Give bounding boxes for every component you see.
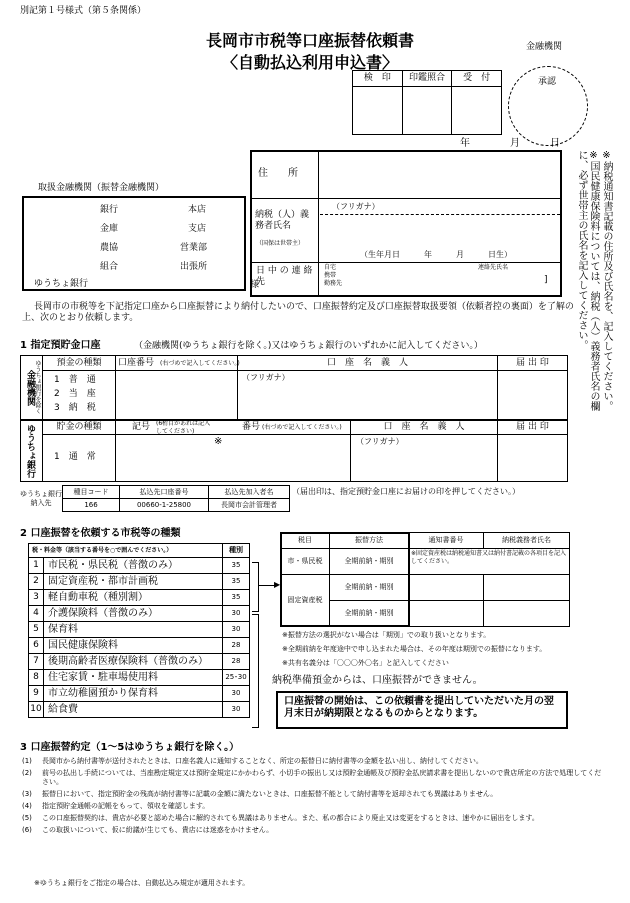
section3-title: 3 口座振替約定（1～5はゆうちょ銀行を除く。） [20, 742, 240, 753]
kome-mark: ※ [214, 436, 223, 447]
tax-item-name: 後期高齢者医療保険料（普徴のみ） [44, 654, 223, 670]
birthdate-label: （生年月日 年 月 日生） [360, 250, 512, 259]
agreement-item-text: 長岡市から納付書等が送付されたときは、口座名義人に通知することなく、所定の振替日に納付書等の金額を払い出し、納付してください。 [42, 757, 483, 765]
check-table [352, 70, 502, 135]
tax-item-kind: 28 [223, 638, 250, 654]
agreement-item [22, 826, 602, 835]
tax-item-name: 介護保険料（普徴のみ） [44, 606, 223, 622]
tax-item-number[interactable]: 8 [29, 670, 44, 686]
tax-item-name: 保育料 [44, 622, 223, 638]
payee-col-code: 種目コード [63, 486, 120, 499]
account-number-header: 口座番号 [118, 358, 155, 368]
agreement-footer: ※ゆうちょ銀行をご指定の場合は、自動払込み規定が適用されます。 [34, 879, 250, 887]
reserve-note: 納税準備預金からは、口座振替ができません。 [272, 675, 483, 686]
notice-number-field[interactable] [409, 575, 484, 601]
agreement-item-number: (1) [22, 757, 32, 765]
account-number-field[interactable] [116, 371, 236, 418]
address-label: 住 所 [258, 168, 298, 179]
number-field[interactable] [240, 436, 350, 480]
bank-use-label: 金融機関 [526, 42, 563, 52]
contact-type-work: 勤務先 [324, 280, 343, 287]
contact-phone-field[interactable] [352, 266, 472, 294]
method-note: ※固定資産税は納税通知書又は納付書記載の各項目を記入してください。 [409, 549, 570, 575]
method-table [280, 532, 570, 627]
yucho-holder-header: 口 座 名 義 人 [383, 422, 465, 432]
agreement-list [22, 757, 602, 838]
agreement-item-number: (5) [22, 814, 32, 822]
tax-item-name: 給食費 [44, 702, 223, 718]
payee-label: ゆうちょ銀行納入先 [20, 489, 62, 507]
tax-item-kind: 30 [223, 702, 250, 718]
method-option-city[interactable]: 全期前納・期別 [330, 549, 409, 575]
section1-title: 1 指定預貯金口座 [20, 340, 101, 351]
holder-furigana: （フリガナ） [242, 373, 290, 382]
contact-types [324, 264, 350, 288]
bank-type-union: 組合 [100, 262, 119, 272]
contact-name-label: 連絡先氏名 [478, 264, 509, 271]
tax-item-name: 市立幼稚園預かり保育料 [44, 686, 223, 702]
agreement-item-text: この取扱いについて、仮に紛議が生じても、貴店には迷惑をかけません。 [42, 826, 274, 834]
method-col-taxpayer: 納税義務者氏名 [484, 533, 570, 549]
address-field[interactable] [320, 152, 560, 197]
savings-type-header: 貯金の種類 [56, 422, 102, 432]
yucho-side-label: ゆうちょ銀行 [25, 424, 35, 478]
bank-type-shinkin: 金庫 [100, 224, 119, 234]
seal-header: 届 出 印 [516, 358, 549, 368]
deposit-option-tax[interactable]: 3 納 税 [54, 403, 96, 413]
tax-item-row[interactable] [29, 574, 250, 590]
method-note-3: ※共有名義分は「〇〇〇外〇名」と記入してください [282, 659, 449, 667]
tax-item-row[interactable] [29, 606, 250, 622]
tax-item-number[interactable]: 10 [29, 702, 44, 718]
taxpayer-name-label: 納税（人）義務者氏名 [255, 210, 310, 231]
form-number: 別記第１号様式（第５条関係） [20, 6, 147, 16]
bank-box[interactable] [22, 196, 246, 291]
start-notice-box: 口座振替の開始は、この依頼書を提出していただいた月の翌月末日が納期限となるものからとなります。 [276, 691, 568, 729]
method-option-fixed-1[interactable]: 全期前納・期別 [330, 575, 409, 601]
method-tax-city: 市・県民税 [281, 549, 330, 575]
tax-item-row[interactable] [29, 670, 250, 686]
tax-item-name: 軽自動車税（種別割） [44, 590, 223, 606]
branch-type-branch: 支店 [188, 224, 207, 234]
sama-label: 様 [250, 280, 260, 290]
tax-item-number[interactable]: 9 [29, 686, 44, 702]
check-col-seal: 印鑑照合 [402, 71, 451, 87]
intro-text: 長岡市の市税等を下記指定口座から口座振替により納付したいので、口座振替約定及び口座振替取扱要領（依頼者控の裏面）を了解の上、次のとおり依頼します。 [22, 302, 574, 323]
tax-item-kind: 28 [223, 654, 250, 670]
seal-field[interactable] [498, 371, 567, 418]
holder-name-field[interactable] [238, 384, 497, 418]
date-day: 日 [550, 138, 560, 149]
bracket-group1 [252, 562, 259, 612]
tax-item-row[interactable] [29, 654, 250, 670]
deposit-type-header: 預金の種類 [56, 358, 102, 368]
deposit-option-ordinary[interactable]: 1 普 通 [54, 375, 96, 385]
date-month: 月 [510, 138, 520, 149]
deposit-option-current[interactable]: 2 当 座 [54, 389, 96, 399]
side-note-nhi: ※国民健康保険料については、納税（人）義務者氏名の欄に、必ず世帯主の氏名を記入してください。 [576, 150, 599, 411]
payee-table [20, 485, 290, 512]
approval-stamp-label: 承認 [537, 77, 556, 87]
tax-item-kind: 30 [223, 686, 250, 702]
contact-bracket: ] [544, 275, 548, 285]
taxpayer-furigana-label: （フリガナ） [332, 202, 380, 211]
savings-option-ordinary[interactable]: 1 通 常 [54, 452, 96, 462]
branch-type-office: 出張所 [180, 262, 208, 272]
tax-item-name: 市民税・県民税（普徴のみ） [44, 558, 223, 574]
check-cell[interactable] [353, 87, 403, 135]
bank-type-ja: 農協 [100, 243, 119, 253]
contact-type-home: 自宅 [324, 264, 337, 271]
symbol-note: (6桁目があれば記入してください) [156, 420, 211, 435]
agreement-item [22, 757, 602, 766]
yucho-seal-header: 届 出 印 [516, 422, 549, 432]
tax-item-kind: 35 [223, 590, 250, 606]
tax-item-row[interactable] [29, 686, 250, 702]
agreement-item-number: (2) [22, 769, 32, 777]
number-header: 番号 [242, 422, 261, 432]
method-note-1: ※振替方法の選択がない場合は「期別」での取り扱いとなります。 [282, 631, 491, 639]
arrow-icon: ▶ [274, 580, 281, 589]
payee-note: （届出印は、指定預貯金口座にお届けの印を押してください。） [292, 487, 520, 496]
payee-col-account: 払込先口座番号 [120, 486, 209, 499]
tax-item-kind: 30 [223, 622, 250, 638]
branch-type-dept: 営業部 [180, 243, 208, 253]
notice-number-field[interactable] [409, 601, 484, 627]
agreement-item [22, 790, 602, 799]
tax-item-number[interactable]: 6 [29, 638, 44, 654]
taxpayer-name-note: （国保は世帯主） [256, 240, 305, 247]
agreement-item [22, 814, 602, 823]
tax-item-row[interactable] [29, 702, 250, 718]
payee-col-name: 払込先加入者名 [209, 486, 290, 499]
check-col-receipt: 受 付 [452, 71, 502, 87]
tax-item-kind: 35 [223, 574, 250, 590]
tax-item-kind: 35 [223, 558, 250, 574]
yucho-holder-field[interactable] [351, 448, 497, 480]
check-cell[interactable] [452, 87, 502, 135]
tax-item-number[interactable]: 1 [29, 558, 44, 574]
symbol-header: 記号 [132, 422, 151, 432]
tax-item-row[interactable] [29, 558, 250, 574]
account-number-note: (右づめで記入してください。) [160, 360, 240, 367]
bank-box-heading: 取扱金融機関（振替金融機関） [38, 183, 165, 193]
contact-type-mobile: 携帯 [324, 272, 337, 279]
bank-side-label: 金融機関 [25, 370, 35, 406]
payee-account-value: 00660-1-25800 [120, 499, 209, 512]
check-cell[interactable] [402, 87, 451, 135]
tax-item-name: 国民健康保険料 [44, 638, 223, 654]
tax-item-row[interactable] [29, 590, 250, 606]
number-note: (右づめで記入してください。) [262, 424, 342, 431]
tax-item-kind: 30 [223, 606, 250, 622]
taxpayer-field[interactable] [484, 575, 570, 601]
agreement-item-text: 指定預貯金通帳の記帳をもって、領収を確認します。 [42, 802, 210, 810]
yucho-holder-furigana: （フリガナ） [356, 437, 404, 446]
taxpayer-field[interactable] [484, 601, 570, 627]
tax-item-number[interactable]: 2 [29, 574, 44, 590]
yucho-seal-field[interactable] [498, 436, 567, 480]
tax-item-number[interactable]: 3 [29, 590, 44, 606]
payee-code-value: 166 [63, 499, 120, 512]
page-subtitle: 〈自動払込利用申込書〉 [221, 53, 398, 72]
date-year: 年 [460, 138, 470, 149]
bracket-group2 [252, 614, 259, 728]
method-col-notice: 通知書番号 [409, 533, 484, 549]
side-note-address: ※納税通知書記載の住所及び氏名を、記入してください。 [601, 150, 612, 411]
method-option-fixed-2[interactable]: 全期前納・期別 [330, 601, 409, 627]
agreement-item-number: (3) [22, 790, 32, 798]
method-col-method: 振替方法 [330, 533, 409, 549]
agreement-item [22, 769, 602, 787]
method-note-2: ※全期前納を年度途中で申し込まれた場合は、その年度は期別での振替になります。 [282, 645, 547, 653]
section2-title: 2 口座振替を依頼する市税等の種類 [20, 528, 181, 539]
page-title: 長岡市市税等口座振替依頼書 [205, 31, 414, 50]
method-tax-fixed: 固定資産税 [281, 575, 330, 627]
bank-type-yucho: ゆうちょ銀行 [34, 279, 89, 289]
tax-item-name: 住宅家賃・駐車場使用料 [44, 670, 223, 686]
agreement-item-number: (4) [22, 802, 32, 810]
tax-item-number[interactable]: 7 [29, 654, 44, 670]
kind-col-header: 種別 [223, 544, 250, 558]
section1-note: （金融機関(ゆうちょ銀行を除く。)又はゆうちょ銀行のいずれかに記入してください。） [134, 341, 483, 351]
tax-item-kind: 25･30 [223, 670, 250, 686]
check-col-inspection: 検 印 [353, 71, 403, 87]
agreement-item-text: この口座振替契約は、貴店が必要と認めた場合に解約されても異議はありません。また、私の都合により廃止又は変更をするときは、速やかに届出をします。 [42, 814, 539, 822]
bank-side-note: ゆうちょ銀行を除く [34, 360, 41, 414]
tax-item-row[interactable] [29, 622, 250, 638]
bank-type-bank: 銀行 [100, 205, 119, 215]
method-col-tax: 税目 [281, 533, 330, 549]
tax-item-number[interactable]: 4 [29, 606, 44, 622]
tax-item-row[interactable] [29, 638, 250, 654]
agreement-item-number: (6) [22, 826, 32, 834]
agreement-item [22, 802, 602, 811]
payee-name-value: 長岡市会計管理者 [209, 499, 290, 512]
holder-header: 口 座 名 義 人 [326, 358, 408, 368]
agreement-item-text: 前号の払出し手続については、当座勘定規定又は預貯金規定にかかわらず、小切手の振出し又は預貯金通帳及び預貯金払戻請求書を提出しないので貴店所定の方法で処理してください。 [42, 769, 602, 786]
branch-type-main: 本店 [188, 205, 207, 215]
agreement-item-text: 振替日において、指定預貯金の残高が納付書等に記載の金額に満たないときは、口座振替不能として納付書等を返却されても異議はありません。 [42, 790, 498, 798]
tax-item-name: 固定資産税・都市計画税 [44, 574, 223, 590]
contact-label: 日 中 の 連 絡 先 [256, 266, 313, 287]
tax-item-table [28, 543, 250, 718]
tax-item-number[interactable]: 5 [29, 622, 44, 638]
taxpayer-name-field[interactable] [320, 216, 560, 246]
tax-col-header: 税・料金等（該当する番号を○で囲んでください。） [29, 544, 223, 558]
